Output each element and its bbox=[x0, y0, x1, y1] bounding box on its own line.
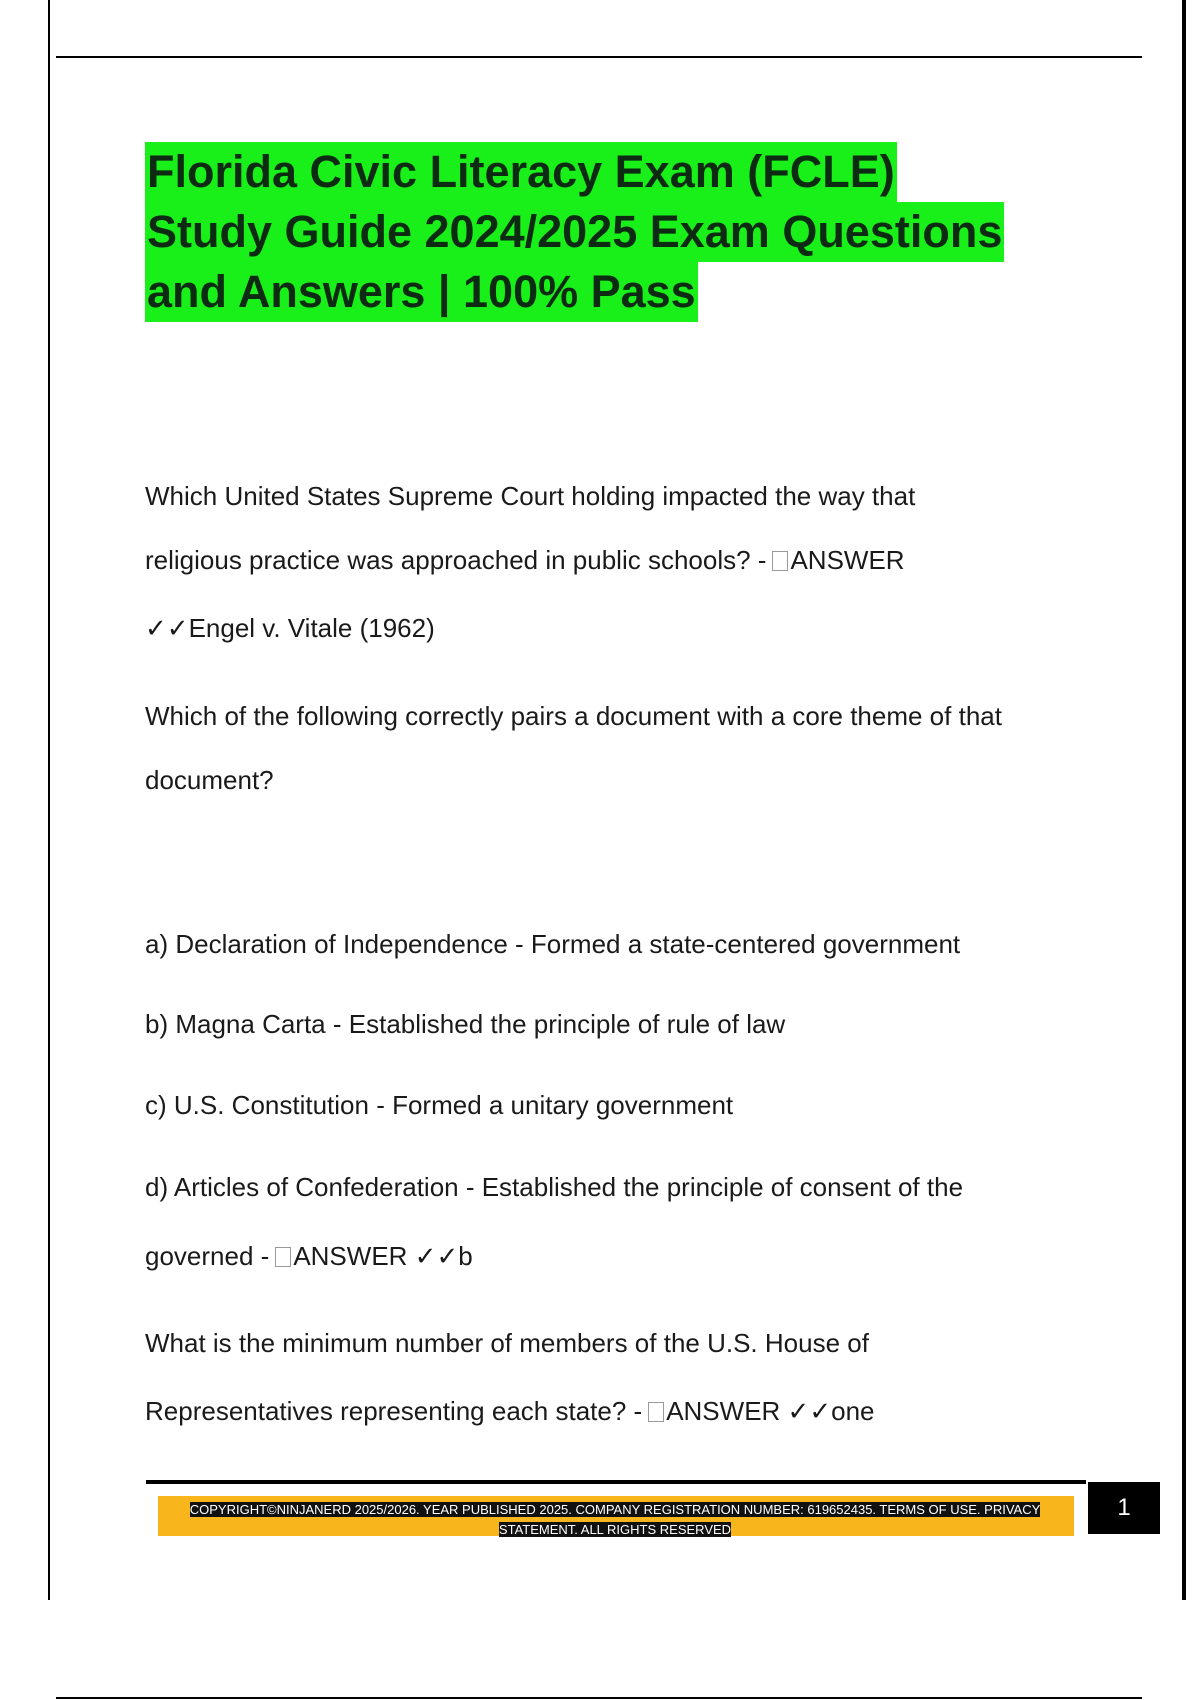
footer-rule bbox=[146, 1480, 1086, 1484]
question-3-line-2-text: Representatives representing each state? - bbox=[145, 1396, 643, 1426]
page-number: 1 bbox=[1088, 1482, 1160, 1534]
question-3-line-1: What is the minimum number of members of the U.S. House of bbox=[145, 1328, 869, 1358]
question-2-option-a: a) Declaration of Independence - Formed a state-centered government bbox=[145, 929, 961, 959]
missing-glyph-icon bbox=[275, 1247, 291, 1267]
question-3-answer: ✓✓one bbox=[787, 1396, 875, 1426]
page-border-right bbox=[1182, 0, 1186, 1600]
answer-label: ANSWER bbox=[293, 1241, 408, 1271]
missing-glyph-icon bbox=[772, 551, 788, 571]
title-line-3: and Answers | 100% Pass bbox=[145, 262, 698, 322]
footer-copyright-text: COPYRIGHT©NINJANERD 2025/2026. YEAR PUBLISHED 2025. COMPANY REGISTRATION NUMBER: 619652435. TERMS OF USE. PRIVACY STATEMENT. ALL RIGHTS RESERVED bbox=[189, 1502, 1041, 1537]
question-3-line-2 bbox=[145, 1395, 875, 1427]
question-1-line-2-text: religious practice was approached in public schools? - bbox=[145, 545, 767, 575]
title-line-2: Study Guide 2024/2025 Exam Questions bbox=[145, 202, 1004, 262]
question-2-option-d-line-2 bbox=[145, 1240, 473, 1272]
question-2-line-2: document? bbox=[145, 765, 274, 795]
next-page-rule bbox=[56, 1697, 1142, 1699]
question-2-answer: ✓✓b bbox=[414, 1241, 473, 1271]
question-1-answer: ✓✓Engel v. Vitale (1962) bbox=[145, 613, 435, 643]
question-2-option-d-line-1: d) Articles of Confederation - Established the principle of consent of the bbox=[145, 1172, 964, 1202]
question-2-line-1: Which of the following correctly pairs a document with a core theme of that bbox=[145, 701, 1002, 731]
question-1-line-2 bbox=[145, 544, 905, 576]
answer-label: ANSWER bbox=[790, 545, 905, 575]
question-2-option-b: b) Magna Carta - Established the principle of rule of law bbox=[145, 1009, 786, 1039]
document-title bbox=[145, 142, 1105, 322]
header-rule bbox=[56, 56, 1142, 58]
question-1-line-1: Which United States Supreme Court holding impacted the way that bbox=[145, 481, 916, 511]
page-border-left bbox=[48, 0, 50, 1600]
question-2-option-c: c) U.S. Constitution - Formed a unitary government bbox=[145, 1090, 734, 1120]
title-line-1: Florida Civic Literacy Exam (FCLE) bbox=[145, 142, 897, 202]
answer-label: ANSWER bbox=[666, 1396, 781, 1426]
question-2-option-d-line-2-text: governed - bbox=[145, 1241, 270, 1271]
footer-copyright bbox=[170, 1500, 1060, 1540]
missing-glyph-icon bbox=[648, 1402, 664, 1422]
